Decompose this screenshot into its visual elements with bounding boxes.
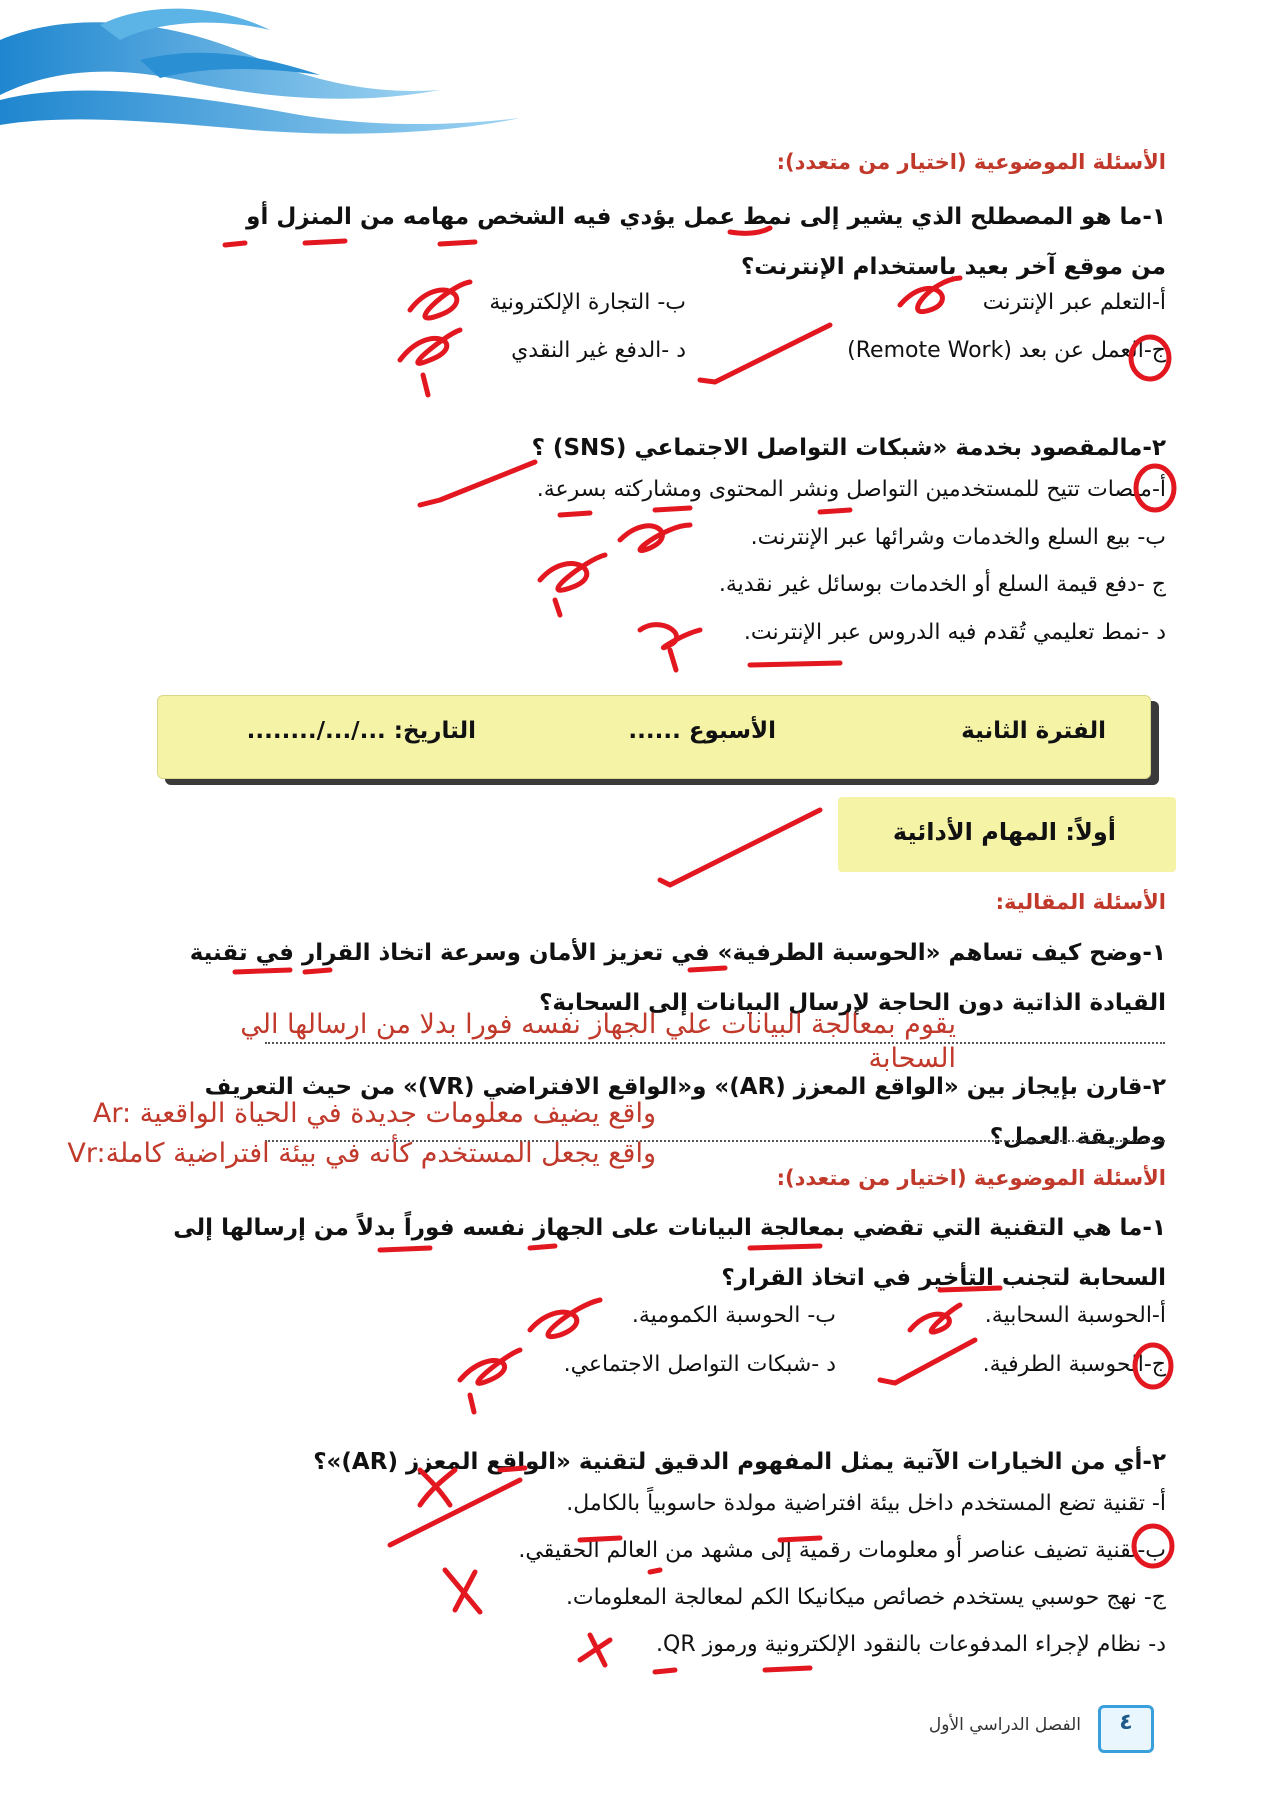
q2-option-d: د -نمط تعليمي تُقدم فيه الدروس عبر الإنترنت. (743, 620, 1166, 645)
mcq-heading-1: الأسئلة الموضوعية (اختيار من متعدد): (776, 150, 1166, 174)
footer-semester: الفصل الدراسي الأول (928, 1715, 1081, 1735)
tasks-heading: أولاً: المهام الأدائية (892, 818, 1116, 846)
question-2-text: ٢-مالمقصود بخدمة «شبكات التواصل الاجتماعي (SNS) ؟ (531, 435, 1166, 461)
q2-option-b: ب- بيع السلع والخدمات وشرائها عبر الإنترنت. (750, 525, 1166, 550)
q1-option-d: د -الدفع غير النقدي (511, 338, 686, 363)
q1-option-c: ج-العمل عن بعد (Remote Work) (847, 338, 1166, 363)
s2-question-1-text: ١-ما هي التقنية التي تقضي بمعالجة البيانات على الجهاز نفسه فوراً بدلاً من إرسالها إلى السحابة لتجنب التأخير في اتخاذ القرار؟ (173, 1215, 1166, 1291)
essay-question-2: ٢-قارن بإيجاز بين «الواقع المعزز (AR)» و«الواقع الافتراضي (VR)» من حيث التعريف وطريقة العمل؟ (204, 1074, 1166, 1150)
s2-q1-option-d: د -شبكات التواصل الاجتماعي. (563, 1352, 836, 1377)
q1-option-a: أ-التعلم عبر الإنترنت (982, 290, 1166, 315)
s2-q1-option-a: أ-الحوسبة السحابية. (984, 1303, 1166, 1328)
page-number: ٤ (1119, 1710, 1133, 1735)
s2-q2-option-c: ج- نهج حوسبي يستخدم خصائص ميكانيكا الكم لمعالجة المعلومات. (565, 1585, 1166, 1610)
essay-question-1: ١-وضح كيف تساهم «الحوسبة الطرفية» في تعزيز الأمان وسرعة اتخاذ القرار في تقنية القيادة الذاتية دون الحاجة لإرسال البيانات إلى السحابة؟ (189, 940, 1166, 1016)
banner-week: الأسبوع ...... (628, 718, 776, 744)
s2-question-2-text: ٢-أي من الخيارات الآتية يمثل المفهوم الدقيق لتقنية «الواقع المعزز (AR)»؟ (313, 1449, 1166, 1475)
essay-answer-ar: Ar: واقع يضيف معلومات جديدة في الحياة الواقعية (92, 1098, 656, 1129)
mcq-heading-2: الأسئلة الموضوعية (اختيار من متعدد): (776, 1166, 1166, 1190)
q2-option-c: ج -دفع قيمة السلع أو الخدمات بوسائل غير نقدية. (718, 572, 1166, 597)
s2-q1-option-b: ب- الحوسبة الكمومية. (631, 1303, 836, 1328)
banner-date: التاريخ: .../.../........ (246, 718, 476, 744)
essay-heading: الأسئلة المقالية: (995, 890, 1166, 914)
s2-q2-option-d: د- نظام لإجراء المدفوعات بالنقود الإلكترونية ورموز QR. (656, 1632, 1166, 1657)
q1-option-b: ب- التجارة الإلكترونية (489, 290, 686, 315)
question-1-text: ١-ما هو المصطلح الذي يشير إلى نمط عمل يؤدي فيه الشخص مهامه من المنزل أو من موقع آخر بعيد باستخدام الإنترنت؟ (246, 204, 1166, 280)
essay-answer-1: يقوم بمعالجة البيانات علي الجهاز نفسه فورا بدلا من ارسالها الي السحابة (240, 1009, 956, 1074)
q2-option-a: أ-منصات تتيح للمستخدمين التواصل ونشر المحتوى ومشاركته بسرعة. (536, 477, 1166, 502)
banner-period: الفترة الثانية (961, 718, 1106, 744)
essay-answer-vr: Vr:واقع يجعل المستخدم كأنه في بيئة افتراضية كاملة (67, 1138, 656, 1169)
s2-q2-option-b: ب-تقنية تضيف عناصر أو معلومات رقمية إلى مشهد من العالم الحقيقي. (518, 1538, 1166, 1563)
s2-q1-option-c: ج-الحوسبة الطرفية. (982, 1352, 1166, 1377)
s2-q2-option-a: أ- تقنية تضع المستخدم داخل بيئة افتراضية مولدة حاسوبياً بالكامل. (566, 1491, 1166, 1516)
